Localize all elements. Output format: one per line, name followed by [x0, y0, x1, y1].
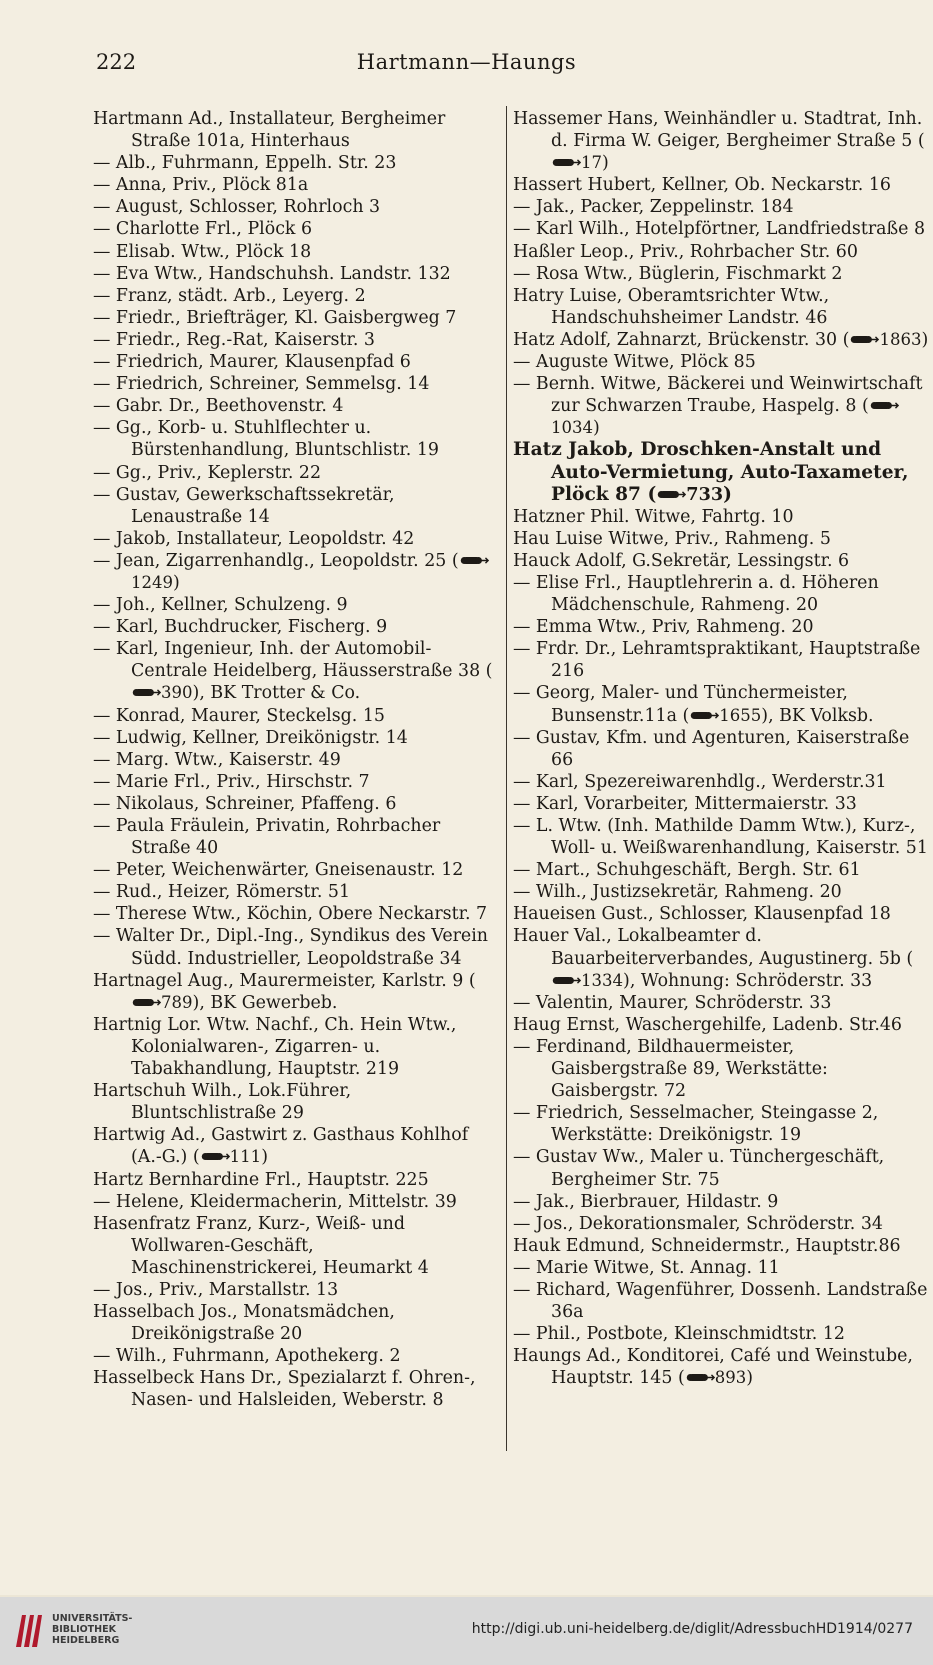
directory-entry [513, 859, 931, 881]
directory-entry [93, 793, 500, 815]
entry-text: — Richard, Wagenführer, Dossenh. Landstraße 36a [513, 1279, 928, 1323]
directory-entry [93, 749, 500, 771]
directory-entry: — Jean, Zigarrenhandlg., Leopoldstr. 25 (1249) [93, 550, 500, 594]
left-column [93, 108, 500, 1412]
entry-text: — Gg., Priv., Keplerstr. 22 [93, 462, 322, 483]
phone-number: 1249 [131, 572, 174, 592]
directory-entry [93, 351, 500, 373]
directory-entry [93, 152, 500, 174]
entry-text: Haueisen Gust., Schlosser, Klausenpfad 18 [513, 904, 891, 925]
entry-text: — Wilh., Justizsekretär, Rahmeng. 20 [513, 882, 842, 903]
entry-text: — August, Schlosser, Rohrloch 3 [93, 197, 381, 218]
directory-entry [93, 1279, 500, 1301]
directory-entry [513, 528, 931, 550]
telephone-icon [200, 1150, 230, 1163]
directory-entry [93, 1014, 500, 1080]
phone-number: 1034 [551, 418, 594, 438]
entry-suffix: BK Gewerbeb. [210, 992, 338, 1013]
library-logo-icon [12, 1609, 46, 1653]
directory-entry: Hassemer Hans, Weinhändler u. Stadtrat, Inh. d. Firma W. Geiger, Bergheimer Straße 5 (17) [513, 109, 925, 174]
directory-entry [513, 1191, 931, 1213]
phone-number: 111 [229, 1147, 262, 1167]
entry-text: Hassert Hubert, Kellner, Ob. Neckarstr. 16 [513, 175, 891, 196]
phone-number: 893 [714, 1368, 747, 1388]
directory-entry [513, 241, 931, 263]
entry-text: — Gustav, Kfm. und Agenturen, Kaiserstraße 66 [513, 727, 910, 770]
directory-entry [93, 594, 500, 616]
entry-text: — Bernh. Witwe, Bäckerei und Weinwirtschaft zur Schwarzen Traube, Haspelg. 8 [513, 374, 923, 417]
telephone-icon [685, 1371, 715, 1384]
directory-entry [93, 881, 500, 903]
directory-entry [93, 903, 500, 925]
entry-text: — Ludwig, Kellner, Dreikönigstr. 14 [93, 727, 408, 748]
entry-text: Haßler Leop., Priv., Rohrbacher Str. 60 [513, 241, 858, 262]
entry-text: Hartmann Ad., Installateur, Bergheimer Straße 101a, Hinterhaus [93, 109, 446, 152]
directory-entry [93, 263, 500, 285]
telephone-icon [849, 333, 879, 346]
directory-entry [513, 638, 931, 682]
directory-entry: Hartnagel Aug., Maurermeister, Karlstr. 9 (789), BK Gewerbeb. [93, 970, 476, 1013]
directory-entry [93, 241, 500, 263]
entry-text: — Friedr., Briefträger, Kl. Gaisbergweg 7 [93, 307, 457, 328]
entry-text: Hatzner Phil. Witwe, Fahrtg. 10 [513, 506, 794, 527]
telephone-icon [656, 488, 686, 501]
directory-entry [513, 815, 931, 859]
directory-entry [513, 1213, 931, 1235]
entry-text: — Emma Wtw., Priv, Rahmeng. 20 [513, 617, 814, 638]
entry-text: — Alb., Fuhrmann, Eppelh. Str. 23 [93, 153, 397, 174]
entry-text: Hassemer Hans, Weinhändler u. Stadtrat, Inh. d. Firma W. Geiger, Bergheimer Straße 5 [513, 109, 923, 152]
entry-text: — Jakob, Installateur, Leopoldstr. 42 [93, 528, 415, 549]
directory-entry: Hatz Adolf, Zahnarzt, Brückenstr. 30 ( 1863) [513, 329, 929, 350]
entry-text: — Elise Frl., Hauptlehrerin a. d. Höheren Mädchenschule, Rahmeng. 20 [513, 572, 879, 616]
entry-text: Hartwig Ad., Gastwirt z. Gasthaus Kohlhof (A.-G.) [93, 1125, 469, 1168]
entry-text: — Karl Wilh., Hotelpförtner, Landfriedstraße 8 [513, 219, 926, 240]
directory-entry [513, 1323, 931, 1345]
entry-text: — Valentin, Maurer, Schröderstr. 33 [513, 992, 832, 1013]
entry-text: — Jak., Packer, Zeppelinstr. 184 [513, 197, 794, 218]
entry-text: Hartschuh Wilh., Lok.Führer, Bluntschlistraße 29 [93, 1081, 352, 1124]
directory-entry [93, 108, 500, 152]
directory-entry [513, 793, 931, 815]
source-url[interactable]: http://digi.ub.uni-heidelberg.de/diglit/AdressbuchHD1914/0277 [471, 1621, 913, 1637]
entry-text: Hasenfratz Franz, Kurz-, Weiß- und Wollwaren-Geschäft, Maschinenstrickerei, Heumarkt 4 [93, 1213, 429, 1278]
telephone-icon [689, 709, 719, 722]
entry-text: — Nikolaus, Schreiner, Pfaffeng. 6 [93, 793, 397, 814]
directory-entry: — Bernh. Witwe, Bäckerei und Weinwirtschaft zur Schwarzen Traube, Haspelg. 8 (1034) [513, 374, 923, 439]
directory-entry [513, 616, 931, 638]
directory-entry [93, 417, 500, 461]
entry-text: — Anna, Priv., Plöck 81a [93, 175, 309, 196]
entry-text: — Therese Wtw., Köchin, Obere Neckarstr. 7 [93, 904, 488, 925]
footer-bar [0, 1597, 933, 1665]
directory-entry [513, 1036, 931, 1102]
telephone-icon [551, 156, 581, 169]
entry-text: — Joh., Kellner, Schulzeng. 9 [93, 595, 348, 616]
directory-entry [93, 705, 500, 727]
entry-text: Hartnagel Aug., Maurermeister, Karlstr. 9 [93, 970, 464, 991]
directory-entry [93, 307, 500, 329]
entry-text: — Friedrich, Sesselmacher, Steingasse 2, Werkstätte: Dreikönigstr. 19 [513, 1103, 879, 1146]
phone-number: 789 [161, 992, 193, 1012]
entry-text: — Phil., Postbote, Kleinschmidtstr. 12 [513, 1324, 845, 1345]
entry-text: — Jak., Bierbrauer, Hildastr. 9 [513, 1191, 779, 1212]
right-column [513, 108, 931, 1389]
directory-entry [93, 484, 500, 528]
phone-number: 1334 [581, 970, 624, 990]
entry-text: — Marie Witwe, St. Annag. 11 [513, 1257, 780, 1278]
directory-entry [93, 815, 500, 859]
entry-text: Hasselbach Jos., Monatsmädchen, Dreikönigstraße 20 [93, 1302, 395, 1345]
phone-number: 1863 [879, 329, 922, 349]
entry-text: — Gustav, Gewerkschaftssekretär, Lenaustraße 14 [93, 484, 395, 527]
telephone-icon [869, 399, 899, 412]
entry-text: — Karl, Vorarbeiter, Mittermaierstr. 33 [513, 793, 857, 814]
phone-number: 17 [581, 153, 603, 173]
entry-text: — Karl, Ingenieur, Inh. der Automobil-Centrale Heidelberg, Häusserstraße 38 [93, 639, 481, 682]
directory-entry [93, 771, 500, 793]
library-name: UNIVERSITÄTS- BIBLIOTHEK HEIDELBERG [52, 1613, 133, 1646]
directory-entry [513, 550, 931, 572]
entry-text: — Friedrich, Schreiner, Semmelsg. 14 [93, 374, 430, 395]
directory-entry [513, 992, 931, 1014]
entry-text: — Jean, Zigarrenhandlg., Leopoldstr. 25 [93, 550, 447, 571]
directory-entry [93, 925, 500, 969]
directory-entry [93, 462, 500, 484]
phone-number: 733 [686, 483, 724, 505]
directory-entry [93, 1191, 500, 1213]
directory-entry [93, 285, 500, 307]
entry-text: Hasselbeck Hans Dr., Spezialarzt f. Ohren-, Nasen- und Halsleiden, Weberstr. 8 [93, 1368, 476, 1411]
entry-text: — Georg, Maler- und Tünchermeister, Bunsenstr.11a [513, 683, 848, 726]
directory-entry [513, 285, 931, 329]
entry-text: — Wilh., Fuhrmann, Apothekerg. 2 [93, 1346, 401, 1367]
entry-text: — Franz, städt. Arb., Leyerg. 2 [93, 285, 366, 306]
directory-entry [93, 1169, 500, 1191]
directory-entry: Hartwig Ad., Gastwirt z. Gasthaus Kohlhof (A.-G.) ( 111) [93, 1125, 469, 1168]
entry-text: — Auguste Witwe, Plöck 85 [513, 352, 756, 373]
directory-entry: Haungs Ad., Konditorei, Café und Weinstube, Hauptstr. 145 ( 893) [513, 1346, 913, 1389]
directory-entry [93, 1080, 500, 1124]
entry-text: Hatz Jakob, Droschken-Anstalt und Auto-Vermietung, Auto-Taxameter, Plöck 87 [513, 439, 909, 505]
directory-entry: — Georg, Maler- und Tünchermeister, Bunsenstr.11a ( 1655), BK Volksb. [513, 683, 874, 726]
entry-text: Hartz Bernhardine Frl., Hauptstr. 225 [93, 1169, 429, 1190]
directory-entry [93, 1367, 500, 1411]
telephone-icon [131, 686, 161, 699]
entry-text: Hau Luise Witwe, Priv., Rahmeng. 5 [513, 528, 831, 549]
directory-entry [93, 373, 500, 395]
column-divider [506, 106, 507, 1451]
page-header [0, 46, 933, 80]
directory-entry [93, 196, 500, 218]
directory-entry [93, 174, 500, 196]
directory-entry [513, 351, 931, 373]
entry-text: Hauck Adolf, G.Sekretär, Lessingstr. 6 [513, 550, 850, 571]
entry-text: — Gustav Ww., Maler u. Tünchergeschäft, Bergheimer Str. 75 [513, 1147, 885, 1190]
entry-text: — Jos., Dekorationsmaler, Schröderstr. 34 [513, 1213, 883, 1234]
directory-entry [93, 329, 500, 351]
telephone-icon [459, 554, 489, 567]
entry-text: — Peter, Weichenwärter, Gneisenaustr. 12 [93, 860, 464, 881]
entry-text: Haungs Ad., Konditorei, Café und Weinstube, Hauptstr. 145 [513, 1346, 913, 1389]
entry-text: — Friedr., Reg.-Rat, Kaiserstr. 3 [93, 329, 375, 350]
directory-entry [513, 263, 931, 285]
directory-entry: Hauer Val., Lokalbeamter d. Bauarbeiterverbandes, Augustinerg. 5b (1334), Wohnung: Schröderstr. 33 [513, 926, 914, 991]
directory-entry [513, 196, 931, 218]
directory-entry [93, 528, 500, 550]
phone-number: 1655 [719, 705, 762, 725]
directory-entry [93, 1213, 500, 1279]
directory-entry [513, 1102, 931, 1146]
directory-entry [513, 1146, 931, 1190]
directory-entry [93, 1345, 500, 1367]
phone-number: 390 [161, 683, 193, 703]
entry-text: — Helene, Kleidermacherin, Mittelstr. 39 [93, 1191, 457, 1212]
entry-text: — Frdr. Dr., Lehramtspraktikant, Hauptstraße 216 [513, 639, 921, 682]
directory-entry [93, 218, 500, 240]
directory-entry [513, 881, 931, 903]
entry-text: — Friedrich, Maurer, Klausenpfad 6 [93, 352, 411, 373]
directory-entry [513, 218, 931, 240]
entry-text: — Gabr. Dr., Beethovenstr. 4 [93, 396, 344, 417]
directory-entry: Hatz Jakob, Droschken-Anstalt und Auto-Vermietung, Auto-Taxameter, Plöck 87 ( 733) [513, 439, 909, 505]
directory-entry [93, 1301, 500, 1345]
entry-text: — Karl, Buchdrucker, Fischerg. 9 [93, 617, 388, 638]
directory-entry [513, 1257, 931, 1279]
page-number: 222 [96, 50, 137, 74]
entry-text: — Paula Fräulein, Privatin, Rohrbacher Straße 40 [93, 816, 441, 859]
entry-suffix: BK Trotter & Co. [210, 683, 361, 704]
directory-entry [513, 174, 931, 196]
entry-text: — Elisab. Wtw., Plöck 18 [93, 241, 312, 262]
directory-entry [513, 1279, 931, 1323]
entry-text: — Ferdinand, Bildhauermeister, Gaisbergstraße 89, Werkstätte: Gaisbergstr. 72 [513, 1036, 828, 1102]
telephone-icon [131, 996, 161, 1009]
entry-text: Hauer Val., Lokalbeamter d. Bauarbeiterverbandes, Augustinerg. 5b [513, 926, 901, 969]
entry-text: — L. Wtw. (Inh. Mathilde Damm Wtw.), Kurz-, Woll- u. Weißwarenhandlung, Kaiserstr. 51 [513, 816, 928, 859]
entry-text: Hatry Luise, Oberamtsrichter Wtw., Handschuhsheimer Landstr. 46 [513, 285, 830, 328]
directory-entry [513, 727, 931, 771]
entry-text: — Karl, Spezereiwarenhdlg., Werderstr.31 [513, 771, 887, 792]
entry-text: — Eva Wtw., Handschuhsh. Landstr. 132 [93, 263, 451, 284]
directory-entry [513, 1014, 931, 1036]
entry-text: — Marie Frl., Priv., Hirschstr. 7 [93, 771, 370, 792]
entry-suffix: Wohnung: Schröderstr. 33 [640, 970, 873, 991]
directory-entry [513, 903, 931, 925]
entry-text: Haug Ernst, Waschergehilfe, Ladenb. Str.46 [513, 1014, 902, 1035]
directory-entry: — Karl, Ingenieur, Inh. der Automobil-Centrale Heidelberg, Häusserstraße 38 (390), BK Trotter & Co. [93, 639, 493, 704]
entry-text: — Jos., Priv., Marstallstr. 13 [93, 1279, 339, 1300]
directory-entry [93, 859, 500, 881]
directory-entry [513, 1235, 931, 1257]
directory-entry [513, 771, 931, 793]
entry-text: — Konrad, Maurer, Steckelsg. 15 [93, 705, 385, 726]
entry-text: Hartnig Lor. Wtw. Nachf., Ch. Hein Wtw., Kolonialwaren-, Zigarren- u. Tabakhandlung, Hauptstr. 219 [93, 1014, 457, 1080]
entry-text: — Rosa Wtw., Büglerin, Fischmarkt 2 [513, 263, 843, 284]
directory-entry [93, 395, 500, 417]
entry-text: Hatz Adolf, Zahnarzt, Brückenstr. 30 [513, 329, 838, 350]
page-title: Hartmann—Haungs [356, 50, 577, 74]
entry-text: — Walter Dr., Dipl.-Ing., Syndikus des Verein Südd. Industrieller, Leopoldstraße 34 [93, 926, 488, 969]
entry-text: — Marg. Wtw., Kaiserstr. 49 [93, 749, 341, 770]
directory-entry [93, 727, 500, 749]
directory-entry [513, 506, 931, 528]
entry-text: — Gg., Korb- u. Stuhlflechter u. Bürstenhandlung, Bluntschlistr. 19 [93, 418, 439, 461]
entry-text: — Mart., Schuhgeschäft, Bergh. Str. 61 [513, 860, 861, 881]
directory-entry [93, 616, 500, 638]
entry-text: — Rud., Heizer, Römerstr. 51 [93, 882, 351, 903]
entry-suffix: BK Volksb. [779, 705, 874, 726]
entry-text: Hauk Edmund, Schneidermstr., Hauptstr.86 [513, 1235, 901, 1256]
entry-text: — Charlotte Frl., Plöck 6 [93, 219, 313, 240]
directory-entry [513, 572, 931, 616]
telephone-icon [551, 974, 581, 987]
